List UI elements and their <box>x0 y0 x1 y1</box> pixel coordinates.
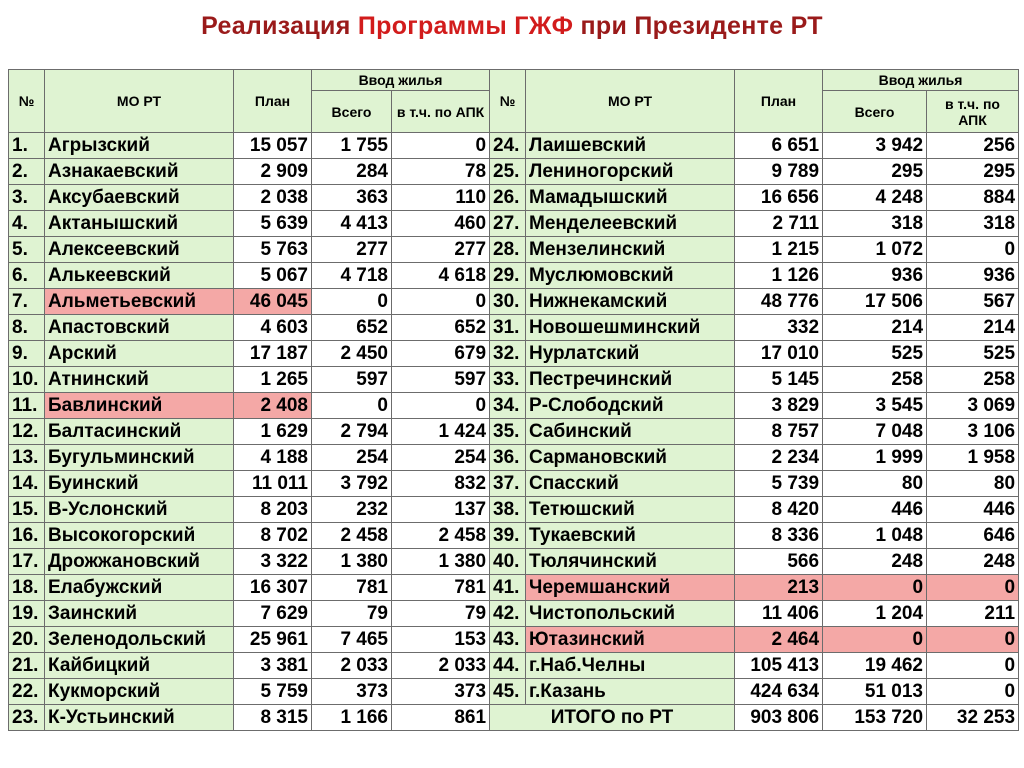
apk-value: 2 033 <box>392 653 490 679</box>
plan-value: 2 464 <box>735 627 823 653</box>
total-value: 232 <box>312 497 392 523</box>
plan-value: 8 336 <box>735 523 823 549</box>
total-value: 0 <box>312 289 392 315</box>
apk-value: 318 <box>927 211 1019 237</box>
plan-value: 8 420 <box>735 497 823 523</box>
page-title <box>0 12 1024 41</box>
row-number: 28. <box>490 237 526 263</box>
total-value: 214 <box>823 315 927 341</box>
total-value: 254 <box>312 445 392 471</box>
total-value: 19 462 <box>823 653 927 679</box>
row-number: 38. <box>490 497 526 523</box>
total-value: 1 166 <box>312 705 392 731</box>
plan-value: 48 776 <box>735 289 823 315</box>
apk-value: 0 <box>392 289 490 315</box>
plan-value: 8 757 <box>735 419 823 445</box>
table-row <box>9 653 1019 679</box>
row-number: 20. <box>9 627 45 653</box>
table-row <box>9 549 1019 575</box>
plan-value: 7 629 <box>234 601 312 627</box>
row-number: 19. <box>9 601 45 627</box>
row-number: 35. <box>490 419 526 445</box>
plan-value: 8 203 <box>234 497 312 523</box>
total-value: 1 048 <box>823 523 927 549</box>
apk-value: 861 <box>392 705 490 731</box>
total-value: 80 <box>823 471 927 497</box>
apk-value: 832 <box>392 471 490 497</box>
mo-name: Дрожжановский <box>45 549 234 575</box>
grand-total-apk: 32 253 <box>927 705 1019 731</box>
row-number: 6. <box>9 263 45 289</box>
row-number: 34. <box>490 393 526 419</box>
row-number: 22. <box>9 679 45 705</box>
plan-value: 1 215 <box>735 237 823 263</box>
mo-name: Зеленодольский <box>45 627 234 653</box>
plan-value: 5 145 <box>735 367 823 393</box>
mo-name: Муслюмовский <box>526 263 735 289</box>
total-value: 1 380 <box>312 549 392 575</box>
apk-value: 3 069 <box>927 393 1019 419</box>
plan-value: 5 763 <box>234 237 312 263</box>
row-number: 14. <box>9 471 45 497</box>
grand-total-label: ИТОГО по РТ <box>490 705 735 731</box>
table-row <box>9 237 1019 263</box>
apk-value: 646 <box>927 523 1019 549</box>
header-apk-left <box>392 91 490 133</box>
row-number: 31. <box>490 315 526 341</box>
apk-value: 373 <box>392 679 490 705</box>
mo-name: Спасский <box>526 471 735 497</box>
mo-name: Заинский <box>45 601 234 627</box>
mo-name: Р-Слободский <box>526 393 735 419</box>
table-row <box>9 341 1019 367</box>
title-part2: Программы ГЖФ <box>357 12 574 40</box>
row-number: 33. <box>490 367 526 393</box>
total-value: 936 <box>823 263 927 289</box>
total-value: 3 942 <box>823 133 927 159</box>
total-value: 318 <box>823 211 927 237</box>
plan-value: 566 <box>735 549 823 575</box>
row-number: 8. <box>9 315 45 341</box>
table-row <box>9 263 1019 289</box>
mo-name: Алексеевский <box>45 237 234 263</box>
header-group-right: Ввод жилья <box>823 70 1019 91</box>
plan-value: 105 413 <box>735 653 823 679</box>
row-number: 29. <box>490 263 526 289</box>
apk-value: 446 <box>927 497 1019 523</box>
row-number: 32. <box>490 341 526 367</box>
total-value: 446 <box>823 497 927 523</box>
plan-value: 2 038 <box>234 185 312 211</box>
header-num-right: № <box>490 70 526 133</box>
plan-value: 16 656 <box>735 185 823 211</box>
row-number: 7. <box>9 289 45 315</box>
total-value: 51 013 <box>823 679 927 705</box>
plan-value: 424 634 <box>735 679 823 705</box>
apk-value: 652 <box>392 315 490 341</box>
total-value: 1 755 <box>312 133 392 159</box>
total-value: 525 <box>823 341 927 367</box>
row-number: 5. <box>9 237 45 263</box>
plan-value: 25 961 <box>234 627 312 653</box>
mo-name: Тукаевский <box>526 523 735 549</box>
table-row <box>9 419 1019 445</box>
total-value: 4 413 <box>312 211 392 237</box>
table-row <box>9 133 1019 159</box>
total-value: 277 <box>312 237 392 263</box>
mo-name: Нижнекамский <box>526 289 735 315</box>
row-number: 23. <box>9 705 45 731</box>
mo-name: К-Устьинский <box>45 705 234 731</box>
mo-name: Буинский <box>45 471 234 497</box>
header-mo-left: МО РТ <box>45 70 234 133</box>
apk-value: 936 <box>927 263 1019 289</box>
row-number: 45. <box>490 679 526 705</box>
plan-value: 17 187 <box>234 341 312 367</box>
mo-name: Балтасинский <box>45 419 234 445</box>
apk-value: 256 <box>927 133 1019 159</box>
apk-value: 277 <box>392 237 490 263</box>
apk-value: 460 <box>392 211 490 237</box>
mo-name: Бавлинский <box>45 393 234 419</box>
row-number: 40. <box>490 549 526 575</box>
apk-value: 679 <box>392 341 490 367</box>
title-part1: Реализация <box>201 12 358 40</box>
total-value: 7 048 <box>823 419 927 445</box>
row-number: 3. <box>9 185 45 211</box>
mo-name: Пестречинский <box>526 367 735 393</box>
mo-name: Аксубаевский <box>45 185 234 211</box>
total-value: 284 <box>312 159 392 185</box>
mo-name: Альметьевский <box>45 289 234 315</box>
total-value: 781 <box>312 575 392 601</box>
row-number: 16. <box>9 523 45 549</box>
apk-value: 153 <box>392 627 490 653</box>
table-row <box>9 601 1019 627</box>
row-number: 9. <box>9 341 45 367</box>
mo-name: Чистопольский <box>526 601 735 627</box>
total-value: 248 <box>823 549 927 575</box>
header-apk-right <box>927 91 1019 133</box>
apk-value: 525 <box>927 341 1019 367</box>
grand-total-value: 153 720 <box>823 705 927 731</box>
row-number: 36. <box>490 445 526 471</box>
apk-value: 1 424 <box>392 419 490 445</box>
plan-value: 4 188 <box>234 445 312 471</box>
total-value: 0 <box>823 627 927 653</box>
plan-value: 5 739 <box>735 471 823 497</box>
apk-value: 211 <box>927 601 1019 627</box>
apk-value: 0 <box>927 653 1019 679</box>
mo-name: Высокогорский <box>45 523 234 549</box>
plan-value: 8 315 <box>234 705 312 731</box>
mo-name: Лаишевский <box>526 133 735 159</box>
mo-name: Ютазинский <box>526 627 735 653</box>
header-mo-right: МО РТ <box>526 70 735 133</box>
apk-value: 295 <box>927 159 1019 185</box>
plan-value: 11 011 <box>234 471 312 497</box>
mo-name: Елабужский <box>45 575 234 601</box>
grand-total-plan: 903 806 <box>735 705 823 731</box>
apk-value: 254 <box>392 445 490 471</box>
row-number: 4. <box>9 211 45 237</box>
mo-name: Бугульминский <box>45 445 234 471</box>
total-value: 373 <box>312 679 392 705</box>
plan-value: 2 909 <box>234 159 312 185</box>
apk-value: 248 <box>927 549 1019 575</box>
apk-value: 0 <box>392 393 490 419</box>
apk-value: 0 <box>927 627 1019 653</box>
plan-value: 17 010 <box>735 341 823 367</box>
table-row <box>9 523 1019 549</box>
plan-value: 16 307 <box>234 575 312 601</box>
apk-value: 1 380 <box>392 549 490 575</box>
mo-name: Нурлатский <box>526 341 735 367</box>
row-number: 43. <box>490 627 526 653</box>
plan-value: 2 234 <box>735 445 823 471</box>
plan-value: 213 <box>735 575 823 601</box>
plan-value: 2 711 <box>735 211 823 237</box>
total-value: 3 792 <box>312 471 392 497</box>
total-value: 1 072 <box>823 237 927 263</box>
apk-value: 78 <box>392 159 490 185</box>
apk-value: 1 958 <box>927 445 1019 471</box>
total-value: 4 718 <box>312 263 392 289</box>
table-row <box>9 159 1019 185</box>
row-number: 17. <box>9 549 45 575</box>
mo-name: Кайбицкий <box>45 653 234 679</box>
header-group-left: Ввод жилья <box>312 70 490 91</box>
mo-name: Новошешминский <box>526 315 735 341</box>
row-number: 37. <box>490 471 526 497</box>
apk-value: 258 <box>927 367 1019 393</box>
table-row <box>9 315 1019 341</box>
table-row <box>9 705 1019 731</box>
total-value: 2 033 <box>312 653 392 679</box>
total-value: 3 545 <box>823 393 927 419</box>
header-plan-left: План <box>234 70 312 133</box>
row-number: 30. <box>490 289 526 315</box>
row-number: 21. <box>9 653 45 679</box>
mo-name: Мензелинский <box>526 237 735 263</box>
row-number: 42. <box>490 601 526 627</box>
mo-name: Азнакаевский <box>45 159 234 185</box>
plan-value: 3 381 <box>234 653 312 679</box>
apk-value: 567 <box>927 289 1019 315</box>
apk-value: 0 <box>927 575 1019 601</box>
mo-name: г.Казань <box>526 679 735 705</box>
apk-value: 0 <box>927 679 1019 705</box>
plan-value: 46 045 <box>234 289 312 315</box>
mo-name: Менделеевский <box>526 211 735 237</box>
total-value: 2 458 <box>312 523 392 549</box>
table-row <box>9 367 1019 393</box>
row-number: 18. <box>9 575 45 601</box>
apk-value: 137 <box>392 497 490 523</box>
total-value: 1 204 <box>823 601 927 627</box>
row-number: 44. <box>490 653 526 679</box>
mo-name: Агрызский <box>45 133 234 159</box>
mo-name: Апастовский <box>45 315 234 341</box>
row-number: 2. <box>9 159 45 185</box>
mo-name: Арский <box>45 341 234 367</box>
table-row <box>9 393 1019 419</box>
table-row <box>9 289 1019 315</box>
plan-value: 1 126 <box>735 263 823 289</box>
table-row <box>9 185 1019 211</box>
table-row <box>9 627 1019 653</box>
mo-name: Тетюшский <box>526 497 735 523</box>
plan-value: 332 <box>735 315 823 341</box>
total-value: 597 <box>312 367 392 393</box>
header-num-left: № <box>9 70 45 133</box>
apk-value: 214 <box>927 315 1019 341</box>
mo-name: В-Услонский <box>45 497 234 523</box>
plan-value: 11 406 <box>735 601 823 627</box>
mo-name: Атнинский <box>45 367 234 393</box>
plan-value: 3 829 <box>735 393 823 419</box>
data-table <box>8 69 1019 731</box>
row-number: 26. <box>490 185 526 211</box>
total-value: 0 <box>823 575 927 601</box>
header-total-left: Всего <box>312 91 392 133</box>
total-value: 2 794 <box>312 419 392 445</box>
mo-name: г.Наб.Челны <box>526 653 735 679</box>
mo-name: Тюлячинский <box>526 549 735 575</box>
table-row <box>9 679 1019 705</box>
plan-value: 6 651 <box>735 133 823 159</box>
row-number: 10. <box>9 367 45 393</box>
plan-value: 8 702 <box>234 523 312 549</box>
apk-value: 110 <box>392 185 490 211</box>
row-number: 12. <box>9 419 45 445</box>
table-row <box>9 211 1019 237</box>
mo-name: Актанышский <box>45 211 234 237</box>
plan-value: 5 067 <box>234 263 312 289</box>
apk-value: 781 <box>392 575 490 601</box>
apk-value: 884 <box>927 185 1019 211</box>
apk-value: 0 <box>927 237 1019 263</box>
mo-name: Алькеевский <box>45 263 234 289</box>
total-value: 17 506 <box>823 289 927 315</box>
total-value: 79 <box>312 601 392 627</box>
table-row <box>9 445 1019 471</box>
row-number: 13. <box>9 445 45 471</box>
mo-name: Сармановский <box>526 445 735 471</box>
total-value: 1 999 <box>823 445 927 471</box>
header-apk-left-text: в т.ч. по АПК <box>396 103 485 120</box>
plan-value: 1 629 <box>234 419 312 445</box>
row-number: 41. <box>490 575 526 601</box>
plan-value: 2 408 <box>234 393 312 419</box>
apk-value: 0 <box>392 133 490 159</box>
total-value: 363 <box>312 185 392 211</box>
apk-value: 79 <box>392 601 490 627</box>
apk-value: 3 106 <box>927 419 1019 445</box>
header-plan-right: План <box>735 70 823 133</box>
table-body <box>9 133 1019 731</box>
table-row <box>9 471 1019 497</box>
title-part3: при Президенте РТ <box>573 12 823 40</box>
plan-value: 3 322 <box>234 549 312 575</box>
plan-value: 1 265 <box>234 367 312 393</box>
apk-value: 80 <box>927 471 1019 497</box>
plan-value: 9 789 <box>735 159 823 185</box>
table-row <box>9 575 1019 601</box>
row-number: 15. <box>9 497 45 523</box>
mo-name: Лениногорский <box>526 159 735 185</box>
plan-value: 4 603 <box>234 315 312 341</box>
row-number: 11. <box>9 393 45 419</box>
mo-name: Мамадышский <box>526 185 735 211</box>
total-value: 4 248 <box>823 185 927 211</box>
apk-value: 4 618 <box>392 263 490 289</box>
plan-value: 5 759 <box>234 679 312 705</box>
row-number: 1. <box>9 133 45 159</box>
row-number: 25. <box>490 159 526 185</box>
mo-name: Кукморский <box>45 679 234 705</box>
total-value: 652 <box>312 315 392 341</box>
row-number: 39. <box>490 523 526 549</box>
table-row <box>9 497 1019 523</box>
plan-value: 15 057 <box>234 133 312 159</box>
row-number: 24. <box>490 133 526 159</box>
mo-name: Черемшанский <box>526 575 735 601</box>
header-total-right: Всего <box>823 91 927 133</box>
mo-name: Сабинский <box>526 419 735 445</box>
row-number: 27. <box>490 211 526 237</box>
apk-value: 2 458 <box>392 523 490 549</box>
total-value: 0 <box>312 393 392 419</box>
apk-value: 597 <box>392 367 490 393</box>
total-value: 7 465 <box>312 627 392 653</box>
plan-value: 5 639 <box>234 211 312 237</box>
header-apk-right-text: в т.ч. по АПК <box>945 95 1000 128</box>
total-value: 2 450 <box>312 341 392 367</box>
total-value: 258 <box>823 367 927 393</box>
total-value: 295 <box>823 159 927 185</box>
